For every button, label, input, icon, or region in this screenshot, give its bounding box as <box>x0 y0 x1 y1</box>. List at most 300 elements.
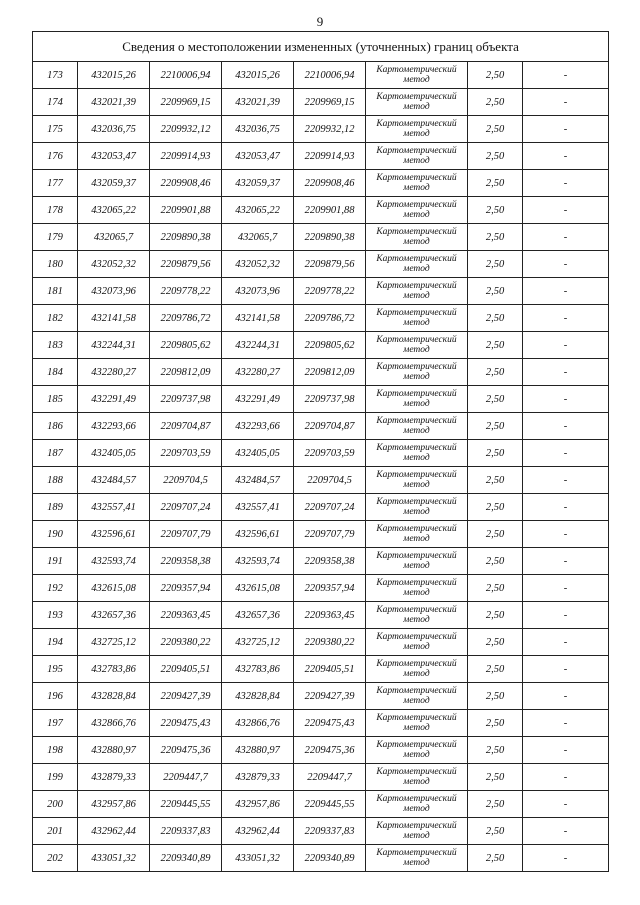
note-cell: - <box>523 251 609 278</box>
refined-y-cell: 2209337,83 <box>294 818 366 845</box>
method-cell <box>366 521 468 548</box>
note-cell: - <box>523 764 609 791</box>
existing-x-cell: 432405,05 <box>78 440 150 467</box>
method-cell <box>366 818 468 845</box>
method-cell <box>366 845 468 872</box>
method-line-1: Картометрический <box>376 227 457 237</box>
refined-x-cell: 432065,22 <box>222 197 294 224</box>
method-line-1: Картометрический <box>376 578 457 588</box>
method-line-1: Картометрический <box>376 362 457 372</box>
method-line-2: метод <box>403 345 430 355</box>
point-number-cell: 188 <box>33 467 78 494</box>
existing-y-cell: 2209475,36 <box>150 737 222 764</box>
point-number-cell: 184 <box>33 359 78 386</box>
point-number-cell: 194 <box>33 629 78 656</box>
existing-x-cell: 433051,32 <box>78 845 150 872</box>
method-line-2: метод <box>403 588 430 598</box>
accuracy-cell: 2,50 <box>468 656 523 683</box>
method-line-1: Картометрический <box>376 470 457 480</box>
refined-y-cell: 2209901,88 <box>294 197 366 224</box>
method-line-1: Картометрический <box>376 65 457 75</box>
existing-y-cell: 2209447,7 <box>150 764 222 791</box>
method-cell <box>366 143 468 170</box>
accuracy-cell: 2,50 <box>468 710 523 737</box>
note-cell: - <box>523 62 609 89</box>
point-number-cell: 181 <box>33 278 78 305</box>
refined-y-cell: 2209340,89 <box>294 845 366 872</box>
refined-x-cell: 432015,26 <box>222 62 294 89</box>
note-cell: - <box>523 791 609 818</box>
refined-x-cell: 432593,74 <box>222 548 294 575</box>
refined-x-cell: 432725,12 <box>222 629 294 656</box>
refined-y-cell: 2209704,87 <box>294 413 366 440</box>
note-cell: - <box>523 170 609 197</box>
existing-x-cell: 432962,44 <box>78 818 150 845</box>
refined-y-cell: 2209475,36 <box>294 737 366 764</box>
refined-y-cell: 2209357,94 <box>294 575 366 602</box>
point-number-cell: 199 <box>33 764 78 791</box>
method-line-1: Картометрический <box>376 551 457 561</box>
accuracy-cell: 2,50 <box>468 575 523 602</box>
table-row <box>33 818 609 845</box>
existing-y-cell: 2209405,51 <box>150 656 222 683</box>
refined-x-cell: 432615,08 <box>222 575 294 602</box>
method-line-1: Картометрический <box>376 821 457 831</box>
method-cell <box>366 575 468 602</box>
existing-x-cell: 432036,75 <box>78 116 150 143</box>
refined-x-cell: 432484,57 <box>222 467 294 494</box>
accuracy-cell: 2,50 <box>468 359 523 386</box>
refined-x-cell: 432405,05 <box>222 440 294 467</box>
existing-y-cell: 2209879,56 <box>150 251 222 278</box>
table-row <box>33 251 609 278</box>
table-row <box>33 683 609 710</box>
accuracy-cell: 2,50 <box>468 170 523 197</box>
method-line-2: метод <box>403 804 430 814</box>
refined-y-cell: 2209914,93 <box>294 143 366 170</box>
existing-x-cell: 432596,61 <box>78 521 150 548</box>
accuracy-cell: 2,50 <box>468 305 523 332</box>
existing-y-cell: 2209707,24 <box>150 494 222 521</box>
refined-y-cell: 2209427,39 <box>294 683 366 710</box>
note-cell: - <box>523 197 609 224</box>
method-line-2: метод <box>403 669 430 679</box>
point-number-cell: 177 <box>33 170 78 197</box>
refined-x-cell: 432962,44 <box>222 818 294 845</box>
refined-x-cell: 432053,47 <box>222 143 294 170</box>
existing-x-cell: 432725,12 <box>78 629 150 656</box>
existing-y-cell: 2209890,38 <box>150 224 222 251</box>
existing-y-cell: 2209908,46 <box>150 170 222 197</box>
accuracy-cell: 2,50 <box>468 521 523 548</box>
existing-x-cell: 432021,39 <box>78 89 150 116</box>
table-title: Сведения о местоположении измененных (уточненных) границ объекта <box>33 32 609 62</box>
method-line-2: метод <box>403 696 430 706</box>
note-cell: - <box>523 629 609 656</box>
table-row <box>33 656 609 683</box>
note-cell: - <box>523 710 609 737</box>
existing-x-cell: 432484,57 <box>78 467 150 494</box>
refined-x-cell: 432021,39 <box>222 89 294 116</box>
refined-x-cell: 432280,27 <box>222 359 294 386</box>
point-number-cell: 173 <box>33 62 78 89</box>
method-line-2: метод <box>403 183 430 193</box>
existing-y-cell: 2209703,59 <box>150 440 222 467</box>
point-number-cell: 189 <box>33 494 78 521</box>
existing-x-cell: 432557,41 <box>78 494 150 521</box>
note-cell: - <box>523 656 609 683</box>
refined-x-cell: 432879,33 <box>222 764 294 791</box>
accuracy-cell: 2,50 <box>468 62 523 89</box>
refined-y-cell: 2209879,56 <box>294 251 366 278</box>
accuracy-cell: 2,50 <box>468 386 523 413</box>
method-line-1: Картометрический <box>376 173 457 183</box>
accuracy-cell: 2,50 <box>468 818 523 845</box>
method-cell <box>366 737 468 764</box>
refined-y-cell: 2209380,22 <box>294 629 366 656</box>
point-number-cell: 198 <box>33 737 78 764</box>
table-row <box>33 143 609 170</box>
existing-y-cell: 2210006,94 <box>150 62 222 89</box>
table-row <box>33 305 609 332</box>
refined-y-cell: 2209475,43 <box>294 710 366 737</box>
table-row <box>33 386 609 413</box>
existing-x-cell: 432879,33 <box>78 764 150 791</box>
method-cell <box>366 683 468 710</box>
existing-y-cell: 2209786,72 <box>150 305 222 332</box>
point-number-cell: 202 <box>33 845 78 872</box>
method-line-1: Картометрический <box>376 605 457 615</box>
method-line-2: метод <box>403 453 430 463</box>
existing-y-cell: 2209901,88 <box>150 197 222 224</box>
note-cell: - <box>523 737 609 764</box>
point-number-cell: 180 <box>33 251 78 278</box>
method-line-1: Картометрический <box>376 389 457 399</box>
refined-x-cell: 432957,86 <box>222 791 294 818</box>
note-cell: - <box>523 143 609 170</box>
existing-x-cell: 432783,86 <box>78 656 150 683</box>
method-cell <box>366 548 468 575</box>
accuracy-cell: 2,50 <box>468 791 523 818</box>
point-number-cell: 201 <box>33 818 78 845</box>
existing-y-cell: 2209380,22 <box>150 629 222 656</box>
method-line-2: метод <box>403 156 430 166</box>
refined-y-cell: 2209778,22 <box>294 278 366 305</box>
note-cell: - <box>523 305 609 332</box>
point-number-cell: 195 <box>33 656 78 683</box>
refined-y-cell: 2209908,46 <box>294 170 366 197</box>
point-number-cell: 176 <box>33 143 78 170</box>
existing-y-cell: 2209358,38 <box>150 548 222 575</box>
method-cell <box>366 440 468 467</box>
existing-x-cell: 432957,86 <box>78 791 150 818</box>
existing-y-cell: 2209445,55 <box>150 791 222 818</box>
method-cell <box>366 305 468 332</box>
method-cell <box>366 764 468 791</box>
method-line-1: Картометрический <box>376 713 457 723</box>
note-cell: - <box>523 89 609 116</box>
method-line-1: Картометрический <box>376 848 457 858</box>
method-line-1: Картометрический <box>376 119 457 129</box>
method-cell <box>366 602 468 629</box>
existing-y-cell: 2209914,93 <box>150 143 222 170</box>
table-row <box>33 440 609 467</box>
refined-x-cell: 432783,86 <box>222 656 294 683</box>
method-line-1: Картометрический <box>376 146 457 156</box>
existing-y-cell: 2209707,79 <box>150 521 222 548</box>
existing-x-cell: 432141,58 <box>78 305 150 332</box>
table-row <box>33 332 609 359</box>
method-line-1: Картометрический <box>376 632 457 642</box>
method-cell <box>366 197 468 224</box>
refined-x-cell: 432073,96 <box>222 278 294 305</box>
method-line-2: метод <box>403 642 430 652</box>
accuracy-cell: 2,50 <box>468 197 523 224</box>
table-row <box>33 89 609 116</box>
existing-y-cell: 2209704,5 <box>150 467 222 494</box>
table-row <box>33 494 609 521</box>
method-line-1: Картометрический <box>376 497 457 507</box>
table-row <box>33 62 609 89</box>
existing-x-cell: 432657,36 <box>78 602 150 629</box>
point-number-cell: 178 <box>33 197 78 224</box>
method-cell <box>366 791 468 818</box>
accuracy-cell: 2,50 <box>468 845 523 872</box>
table-title-row <box>33 32 609 62</box>
method-cell <box>366 278 468 305</box>
refined-y-cell: 2209969,15 <box>294 89 366 116</box>
method-line-1: Картометрический <box>376 740 457 750</box>
existing-y-cell: 2209475,43 <box>150 710 222 737</box>
refined-y-cell: 2209707,79 <box>294 521 366 548</box>
existing-x-cell: 432015,26 <box>78 62 150 89</box>
method-line-1: Картометрический <box>376 794 457 804</box>
point-number-cell: 187 <box>33 440 78 467</box>
table-row <box>33 548 609 575</box>
method-line-2: метод <box>403 723 430 733</box>
method-line-1: Картометрический <box>376 659 457 669</box>
method-line-2: метод <box>403 318 430 328</box>
point-number-cell: 182 <box>33 305 78 332</box>
method-line-1: Картометрический <box>376 524 457 534</box>
existing-x-cell: 432615,08 <box>78 575 150 602</box>
table-row <box>33 845 609 872</box>
method-line-2: метод <box>403 237 430 247</box>
table-row <box>33 224 609 251</box>
accuracy-cell: 2,50 <box>468 764 523 791</box>
existing-x-cell: 432052,32 <box>78 251 150 278</box>
method-line-1: Картометрический <box>376 443 457 453</box>
note-cell: - <box>523 548 609 575</box>
note-cell: - <box>523 467 609 494</box>
method-line-2: метод <box>403 426 430 436</box>
method-line-2: метод <box>403 777 430 787</box>
refined-y-cell: 2210006,94 <box>294 62 366 89</box>
point-number-cell: 196 <box>33 683 78 710</box>
accuracy-cell: 2,50 <box>468 251 523 278</box>
existing-x-cell: 432593,74 <box>78 548 150 575</box>
refined-x-cell: 432557,41 <box>222 494 294 521</box>
point-number-cell: 192 <box>33 575 78 602</box>
existing-y-cell: 2209805,62 <box>150 332 222 359</box>
existing-y-cell: 2209932,12 <box>150 116 222 143</box>
refined-y-cell: 2209447,7 <box>294 764 366 791</box>
method-line-2: метод <box>403 399 430 409</box>
refined-x-cell: 432293,66 <box>222 413 294 440</box>
existing-x-cell: 432065,7 <box>78 224 150 251</box>
accuracy-cell: 2,50 <box>468 116 523 143</box>
method-cell <box>366 332 468 359</box>
existing-x-cell: 432828,84 <box>78 683 150 710</box>
refined-y-cell: 2209363,45 <box>294 602 366 629</box>
refined-y-cell: 2209704,5 <box>294 467 366 494</box>
note-cell: - <box>523 413 609 440</box>
existing-x-cell: 432291,49 <box>78 386 150 413</box>
point-number-cell: 200 <box>33 791 78 818</box>
existing-y-cell: 2209704,87 <box>150 413 222 440</box>
method-cell <box>366 386 468 413</box>
accuracy-cell: 2,50 <box>468 143 523 170</box>
method-line-1: Картометрический <box>376 200 457 210</box>
method-cell <box>366 710 468 737</box>
method-cell <box>366 494 468 521</box>
existing-y-cell: 2209969,15 <box>150 89 222 116</box>
method-cell <box>366 656 468 683</box>
method-line-1: Картометрический <box>376 416 457 426</box>
refined-y-cell: 2209358,38 <box>294 548 366 575</box>
method-line-2: метод <box>403 264 430 274</box>
accuracy-cell: 2,50 <box>468 413 523 440</box>
accuracy-cell: 2,50 <box>468 224 523 251</box>
table-row <box>33 575 609 602</box>
note-cell: - <box>523 521 609 548</box>
table-row <box>33 359 609 386</box>
refined-x-cell: 432657,36 <box>222 602 294 629</box>
table-row <box>33 521 609 548</box>
point-number-cell: 175 <box>33 116 78 143</box>
method-cell <box>366 62 468 89</box>
point-number-cell: 174 <box>33 89 78 116</box>
table-row <box>33 413 609 440</box>
accuracy-cell: 2,50 <box>468 602 523 629</box>
accuracy-cell: 2,50 <box>468 332 523 359</box>
note-cell: - <box>523 683 609 710</box>
table-body <box>33 32 609 872</box>
existing-y-cell: 2209363,45 <box>150 602 222 629</box>
method-cell <box>366 116 468 143</box>
refined-x-cell: 432059,37 <box>222 170 294 197</box>
table-row <box>33 737 609 764</box>
refined-x-cell: 432866,76 <box>222 710 294 737</box>
existing-x-cell: 432053,47 <box>78 143 150 170</box>
method-cell <box>366 170 468 197</box>
table-row <box>33 791 609 818</box>
refined-x-cell: 432880,97 <box>222 737 294 764</box>
refined-y-cell: 2209812,09 <box>294 359 366 386</box>
method-line-2: метод <box>403 615 430 625</box>
note-cell: - <box>523 224 609 251</box>
existing-x-cell: 432065,22 <box>78 197 150 224</box>
method-cell <box>366 413 468 440</box>
note-cell: - <box>523 602 609 629</box>
method-cell <box>366 224 468 251</box>
refined-x-cell: 433051,32 <box>222 845 294 872</box>
method-cell <box>366 251 468 278</box>
note-cell: - <box>523 116 609 143</box>
method-line-1: Картометрический <box>376 335 457 345</box>
note-cell: - <box>523 440 609 467</box>
accuracy-cell: 2,50 <box>468 737 523 764</box>
table-row <box>33 710 609 737</box>
refined-x-cell: 432596,61 <box>222 521 294 548</box>
table-row <box>33 629 609 656</box>
note-cell: - <box>523 575 609 602</box>
method-line-2: метод <box>403 372 430 382</box>
method-line-2: метод <box>403 291 430 301</box>
accuracy-cell: 2,50 <box>468 278 523 305</box>
method-line-2: метод <box>403 858 430 868</box>
method-line-2: метод <box>403 534 430 544</box>
method-line-2: метод <box>403 210 430 220</box>
method-line-2: метод <box>403 831 430 841</box>
refined-x-cell: 432141,58 <box>222 305 294 332</box>
refined-y-cell: 2209405,51 <box>294 656 366 683</box>
refined-x-cell: 432291,49 <box>222 386 294 413</box>
note-cell: - <box>523 818 609 845</box>
refined-x-cell: 432828,84 <box>222 683 294 710</box>
point-number-cell: 185 <box>33 386 78 413</box>
point-number-cell: 186 <box>33 413 78 440</box>
note-cell: - <box>523 332 609 359</box>
existing-y-cell: 2209337,83 <box>150 818 222 845</box>
existing-x-cell: 432280,27 <box>78 359 150 386</box>
method-line-1: Картометрический <box>376 254 457 264</box>
existing-y-cell: 2209427,39 <box>150 683 222 710</box>
method-line-1: Картометрический <box>376 767 457 777</box>
refined-y-cell: 2209786,72 <box>294 305 366 332</box>
point-number-cell: 190 <box>33 521 78 548</box>
table-row <box>33 278 609 305</box>
refined-x-cell: 432036,75 <box>222 116 294 143</box>
refined-y-cell: 2209707,24 <box>294 494 366 521</box>
existing-x-cell: 432059,37 <box>78 170 150 197</box>
refined-y-cell: 2209445,55 <box>294 791 366 818</box>
refined-x-cell: 432065,7 <box>222 224 294 251</box>
note-cell: - <box>523 359 609 386</box>
point-number-cell: 197 <box>33 710 78 737</box>
method-cell <box>366 467 468 494</box>
refined-y-cell: 2209703,59 <box>294 440 366 467</box>
method-cell <box>366 89 468 116</box>
existing-x-cell: 432293,66 <box>78 413 150 440</box>
accuracy-cell: 2,50 <box>468 548 523 575</box>
table-row <box>33 116 609 143</box>
page-number: 9 <box>316 14 324 29</box>
point-number-cell: 179 <box>33 224 78 251</box>
accuracy-cell: 2,50 <box>468 494 523 521</box>
existing-y-cell: 2209778,22 <box>150 278 222 305</box>
point-number-cell: 193 <box>33 602 78 629</box>
method-line-2: метод <box>403 75 430 85</box>
note-cell: - <box>523 386 609 413</box>
table-row <box>33 197 609 224</box>
method-line-2: метод <box>403 480 430 490</box>
existing-x-cell: 432880,97 <box>78 737 150 764</box>
table-row <box>33 764 609 791</box>
accuracy-cell: 2,50 <box>468 467 523 494</box>
table-row <box>33 467 609 494</box>
existing-y-cell: 2209737,98 <box>150 386 222 413</box>
